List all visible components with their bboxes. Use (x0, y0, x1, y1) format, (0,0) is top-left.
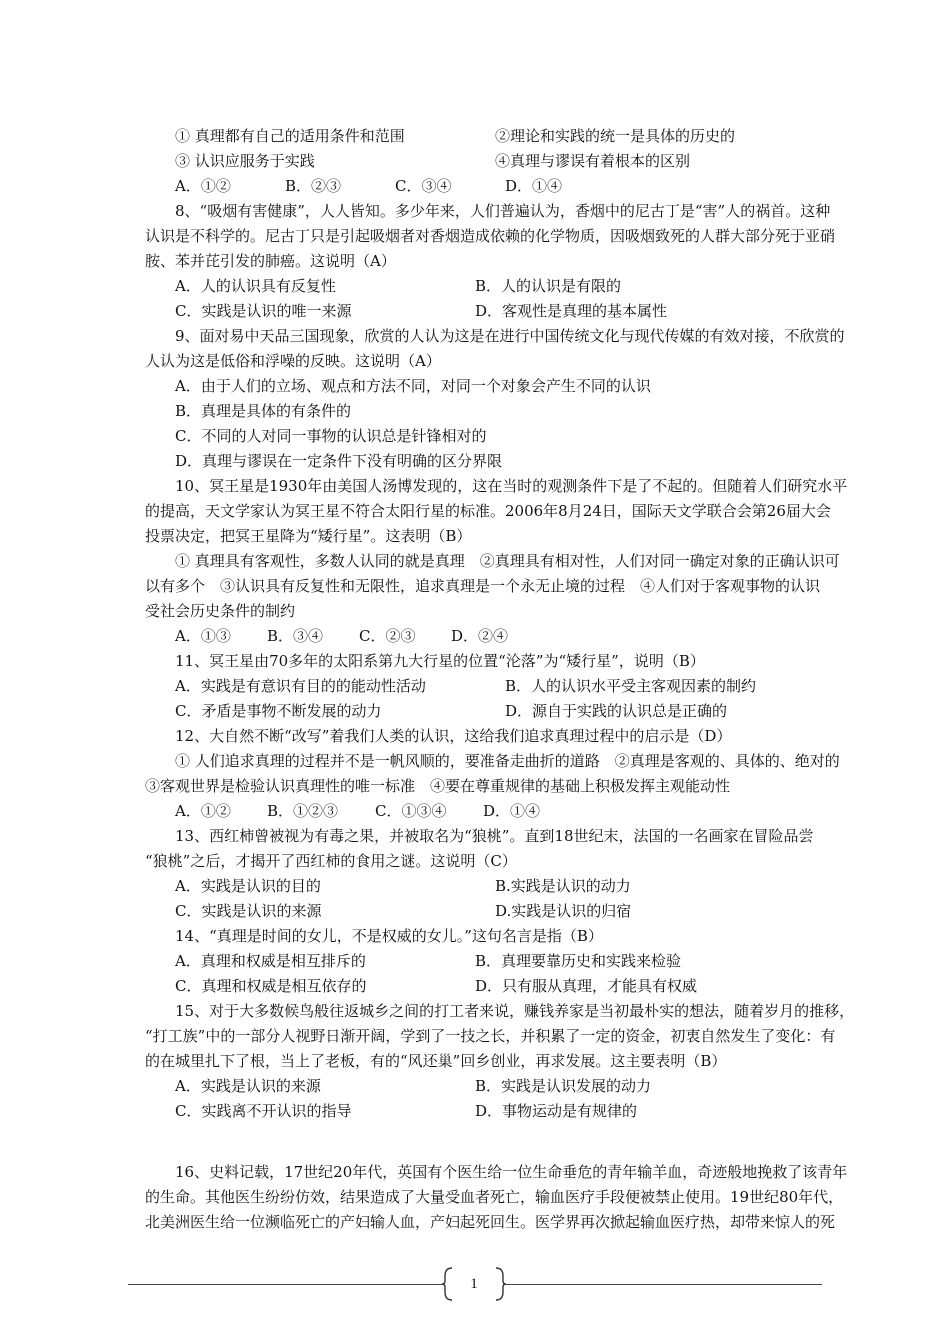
q9-option-d: D．真理与谬误在一定条件下没有明确的区分界限 (175, 452, 503, 470)
q7-choice-c: C．③④ (395, 177, 452, 195)
q14-stem: 14、“真理是时间的女儿，不是权威的女儿。”这句名言是指（B） (175, 927, 603, 945)
q13-options-row-2 (145, 899, 910, 924)
q12-choice-d: D．①④ (483, 802, 541, 820)
q14-options-row-2 (145, 974, 910, 999)
q15-options-row-1 (145, 1074, 910, 1099)
q15-option-a: A．实践是认识的来源 (175, 1077, 321, 1095)
footer-rule-right (506, 1284, 822, 1285)
q7-option-3: ③ 认识应服务于实践 (175, 152, 315, 170)
q15-stem-line-1: 15、对于大多数候鸟般往返城乡之间的打工者来说，赚钱养家是当初最朴实的想法，随着岁月的推移， (175, 1002, 855, 1020)
q7-choice-d: D．①④ (505, 177, 563, 195)
q10-stem-line-1: 10、冥王星是1930年由美国人汤博发现的，这在当时的观测条件下是了不起的。但随着人们研究水平 (175, 477, 848, 495)
q7-choices (145, 174, 910, 199)
q7-option-2: ②理论和实践的统一是具体的历史的 (495, 127, 736, 145)
q10-statement-line-1: ① 真理具有客观性，多数人认同的就是真理 ②真理具有相对性，人们对同一确定对象的正确认识可 (175, 552, 840, 570)
q7-options-row-1 (145, 124, 910, 149)
q11-option-d: D．源自于实践的认识总是正确的 (505, 702, 728, 720)
q13-option-b: B.实践是认识的动力 (495, 877, 631, 895)
q14-option-d: D．只有服从真理，才能具有权威 (475, 977, 698, 995)
q12-choices (145, 799, 910, 824)
q10-choices (145, 624, 910, 649)
section-spacer (145, 1124, 910, 1160)
q16-stem-line-2: 的生命。其他医生纷纷仿效，结果造成了大量受血者死亡，输血医疗手段便被禁止使用。19世纪80年代， (145, 1188, 844, 1206)
q9-option-b: B．真理是具体的有条件的 (175, 402, 352, 420)
q9-option-c: C．不同的人对同一事物的认识总是针锋相对的 (175, 427, 487, 445)
q7-option-4: ④真理与谬误有着根本的区别 (495, 152, 691, 170)
q13-option-c: C．实践是认识的来源 (175, 902, 322, 920)
q12-choice-c: C．①③④ (375, 802, 447, 820)
q8-option-b: B．人的认识是有限的 (475, 277, 622, 295)
q16-stem-line-1: 16、史料记载，17世纪20年代，英国有个医生给一位生命垂危的青年输羊血，奇迹般地挽救了该青年 (175, 1163, 848, 1181)
q13-stem-line-2: “狼桃”之后，才揭开了西红柿的食用之谜。这说明（C） (145, 852, 517, 870)
q15-option-c: C．实践离不开认识的指导 (175, 1102, 352, 1120)
q8-option-a: A．人的认识具有反复性 (175, 277, 336, 295)
q7-choice-a: A．①② (175, 177, 231, 195)
question-page (145, 124, 910, 1235)
q11-option-b: B．人的认识水平受主客观因素的制约 (505, 677, 757, 695)
q10-choice-c: C．②③ (359, 627, 416, 645)
q12-statement-line-2: ③客观世界是检验认识真理性的唯一标准 ④要在尊重规律的基础上积极发挥主观能动性 (145, 777, 731, 795)
q9-stem-line-2: 人认为这是低俗和浮噪的反映。这说明（A） (145, 352, 441, 370)
q15-options-row-2 (145, 1099, 910, 1124)
q15-stem-line-2: “打工族”中的一部分人视野日渐开阔，学到了一技之长，并积累了一定的资金，初衷自然发生了变化：有 (145, 1027, 836, 1045)
q8-stem-line-2: 认识是不科学的。尼古丁只是引起吸烟者对香烟造成依赖的化学物质，因吸烟致死的人群大部分死于亚硝 (145, 227, 836, 245)
q13-option-a: A．实践是认识的目的 (175, 877, 321, 895)
q11-options-row-1 (145, 674, 910, 699)
q11-option-a: A．实践是有意识有目的的能动性活动 (175, 677, 426, 695)
q7-option-1: ① 真理都有自己的适用条件和范围 (175, 127, 405, 145)
q10-stem-line-3: 投票决定，把冥王星降为“矮行星”。这表明（B） (145, 527, 472, 545)
q12-stem: 12、大自然不断“改写”着我们人类的认识，这给我们追求真理过程中的启示是（D） (175, 727, 732, 745)
q8-options-row-1 (145, 274, 910, 299)
q13-option-d: D.实践是认识的归宿 (495, 902, 632, 920)
q15-stem-line-3: 的在城里扎下了根，当上了老板，有的“风还巢”回乡创业，再求发展。这主要表明（B） (145, 1052, 727, 1070)
q14-option-b: B．真理要靠历史和实践来检验 (475, 952, 682, 970)
q10-statement-line-2: 以有多个 ③认识具有反复性和无限性，追求真理是一个永无止境的过程 ④人们对于客观事物的认识 (145, 577, 821, 595)
q11-option-c: C．矛盾是事物不断发展的动力 (175, 702, 382, 720)
q10-choice-d: D．②④ (451, 627, 509, 645)
q10-choice-a: A．①③ (175, 627, 231, 645)
q8-option-d: D．客观性是真理的基本属性 (475, 302, 668, 320)
footer-rule-left (128, 1284, 442, 1285)
q8-stem-line-1: 8、“吸烟有害健康”，人人皆知。多少年来，人们普遍认为，香烟中的尼古丁是“害”人的祸首。这种 (175, 202, 831, 220)
q8-stem-line-3: 胺、苯并芘引发的肺癌。这说明（A） (145, 252, 396, 270)
q11-stem: 11、冥王星由70多年的太阳系第九大行星的位置“沦落”为“矮行星”，说明（B） (175, 652, 705, 670)
q14-options-row-1 (145, 949, 910, 974)
q7-options-row-2 (145, 149, 910, 174)
q10-statement-line-3: 受社会历史条件的制约 (145, 602, 296, 620)
q15-option-d: D．事物运动是有规律的 (475, 1102, 638, 1120)
page-number: 1 (470, 1276, 478, 1292)
page-footer (0, 1267, 950, 1301)
q14-option-a: A．真理和权威是相互排斥的 (175, 952, 366, 970)
q15-option-b: B．实践是认识发展的动力 (475, 1077, 652, 1095)
q12-choice-a: A．①② (175, 802, 231, 820)
q9-option-a: A．由于人们的立场、观点和方法不同，对同一个对象会产生不同的认识 (175, 377, 651, 395)
q16-stem-line-3: 北美洲医生给一位濒临死亡的产妇输人血，产妇起死回生。医学界再次掀起输血医疗热，却带来惊人的死 (145, 1213, 836, 1231)
q13-options-row-1 (145, 874, 910, 899)
q12-choice-b: B．①②③ (267, 802, 339, 820)
q11-options-row-2 (145, 699, 910, 724)
q8-option-c: C．实践是认识的唯一来源 (175, 302, 352, 320)
q12-statement-line-1: ① 人们追求真理的过程并不是一帆风顺的，要准备走曲折的道路 ②真理是客观的、具体的、绝对的 (175, 752, 840, 770)
q7-choice-b: B．②③ (285, 177, 342, 195)
q10-choice-b: B．③④ (267, 627, 324, 645)
q9-stem-line-1: 9、面对易中天品三国现象，欣赏的人认为这是在进行中国传统文化与现代传媒的有效对接，不欣赏的 (175, 327, 845, 345)
q10-stem-line-2: 的提高，天文学家认为冥王星不符合太阳行星的标准。2006年8月24日，国际天文学联合会第26届大会 (145, 502, 831, 520)
q14-option-c: C．真理和权威是相互依存的 (175, 977, 367, 995)
q8-options-row-2 (145, 299, 910, 324)
q13-stem-line-1: 13、西红柿曾被视为有毒之果，并被取名为“狼桃”。直到18世纪末，法国的一名画家在冒险品尝 (175, 827, 814, 845)
